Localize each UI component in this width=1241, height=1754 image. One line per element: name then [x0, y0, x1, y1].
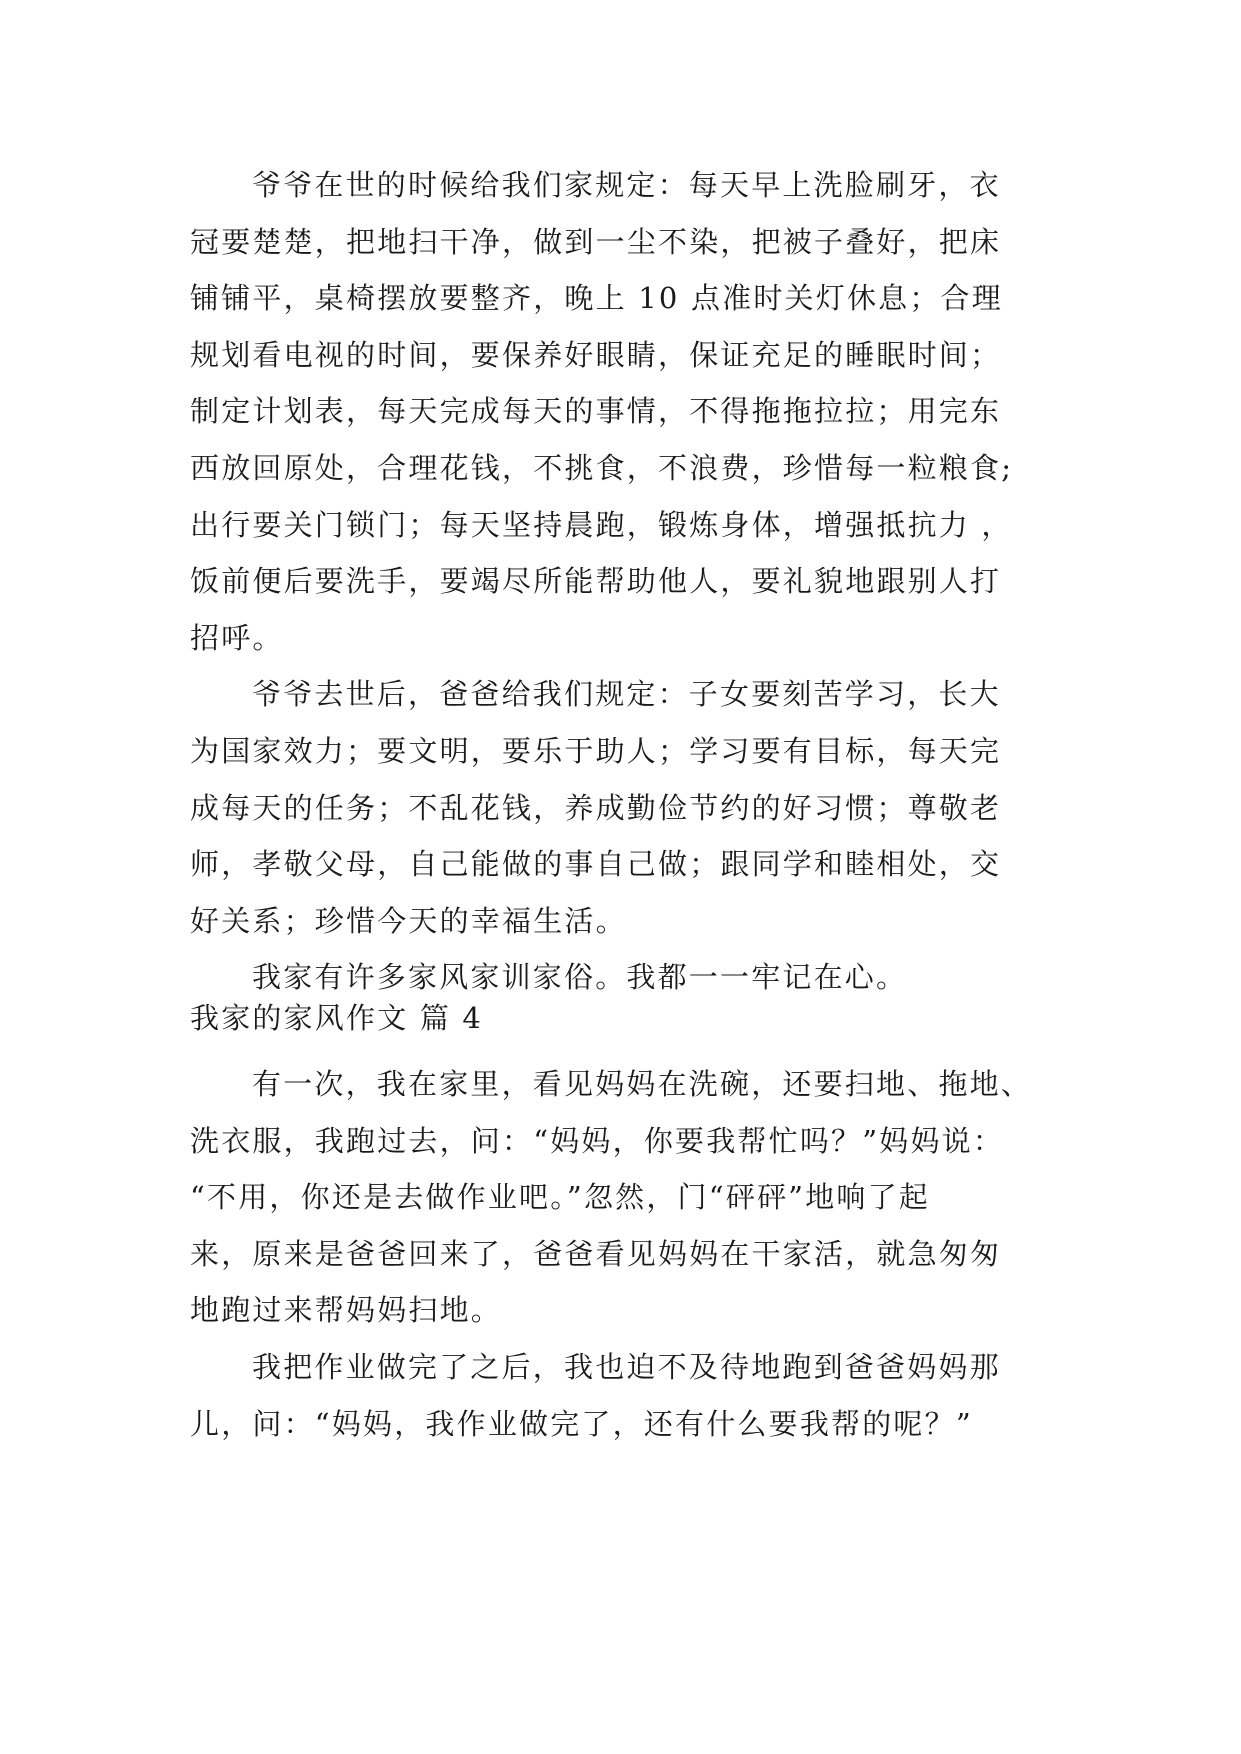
- paragraph-line: “不用，你还是去做作业吧。”忽然，门“砰砰”地响了起: [190, 1180, 931, 1215]
- paragraph-line: 好关系；珍惜今天的幸福生活。: [190, 903, 627, 938]
- paragraph-line: 儿，问：“妈妈，我作业做完了，还有什么要我帮的呢？”: [190, 1406, 973, 1441]
- paragraph-line: 铺铺平，桌椅摆放要整齐，晚上 10 点准时关灯休息；合理: [190, 281, 1003, 316]
- section-heading: 我家的家风作文 篇 4: [190, 1001, 484, 1035]
- paragraph-line: 招呼。: [190, 620, 284, 655]
- paragraph-line: 西放回原处，合理花钱，不挑食，不浪费，珍惜每一粒粮食;: [190, 450, 1014, 485]
- paragraph-line: 规划看电视的时间，要保养好眼睛，保证充足的睡眠时间；: [190, 337, 1002, 372]
- paragraph-line: 爷爷去世后，爸爸给我们规定：子女要刻苦学习，长大: [252, 677, 1001, 712]
- paragraph-line: 我把作业做完了之后，我也迫不及待地跑到爸爸妈妈那: [252, 1349, 1001, 1384]
- paragraph-line: 为国家效力；要文明，要乐于助人；学习要有目标，每天完: [190, 733, 1002, 768]
- essay-body-part-3: [190, 157, 1060, 1006]
- paragraph-line: 地跑过来帮妈妈扫地。: [190, 1293, 503, 1328]
- paragraph-line: 饭前便后要洗手，要竭尽所能帮助他人，要礼貌地跟别人打: [190, 564, 1002, 599]
- paragraph-line: 师，孝敬父母，自己能做的事自己做；跟同学和睦相处，交: [190, 847, 1002, 882]
- essay-body-part-4: [190, 1056, 1060, 1452]
- paragraph-line: 出行要关门锁门；每天坚持晨跑，锻炼身体，增强抵抗力 ，: [190, 507, 1013, 542]
- paragraph-line: 洗衣服，我跑过去，问：“妈妈，你要我帮忙吗？”妈妈说：: [190, 1123, 1005, 1158]
- paragraph-line: 我家有许多家风家训家俗。我都一一牢记在心。: [252, 960, 908, 995]
- paragraph-line: 爷爷在世的时候给我们家规定：每天早上洗脸刷牙，衣: [252, 168, 1001, 202]
- paragraph-line: 制定计划表，每天完成每天的事情，不得拖拖拉拉；用完东: [190, 394, 1002, 429]
- paragraph-line: 来，原来是爸爸回来了，爸爸看见妈妈在干家活，就急匆匆: [190, 1236, 1002, 1271]
- paragraph-line: 成每天的任务；不乱花钱，养成勤俭节约的好习惯；尊敬老: [190, 790, 1002, 825]
- paragraph-line: 冠要楚楚，把地扫干净，做到一尘不染，把被子叠好，把床: [190, 224, 1002, 259]
- paragraph-line: 有一次，我在家里，看见妈妈在洗碗，还要扫地、拖地、: [252, 1067, 1033, 1101]
